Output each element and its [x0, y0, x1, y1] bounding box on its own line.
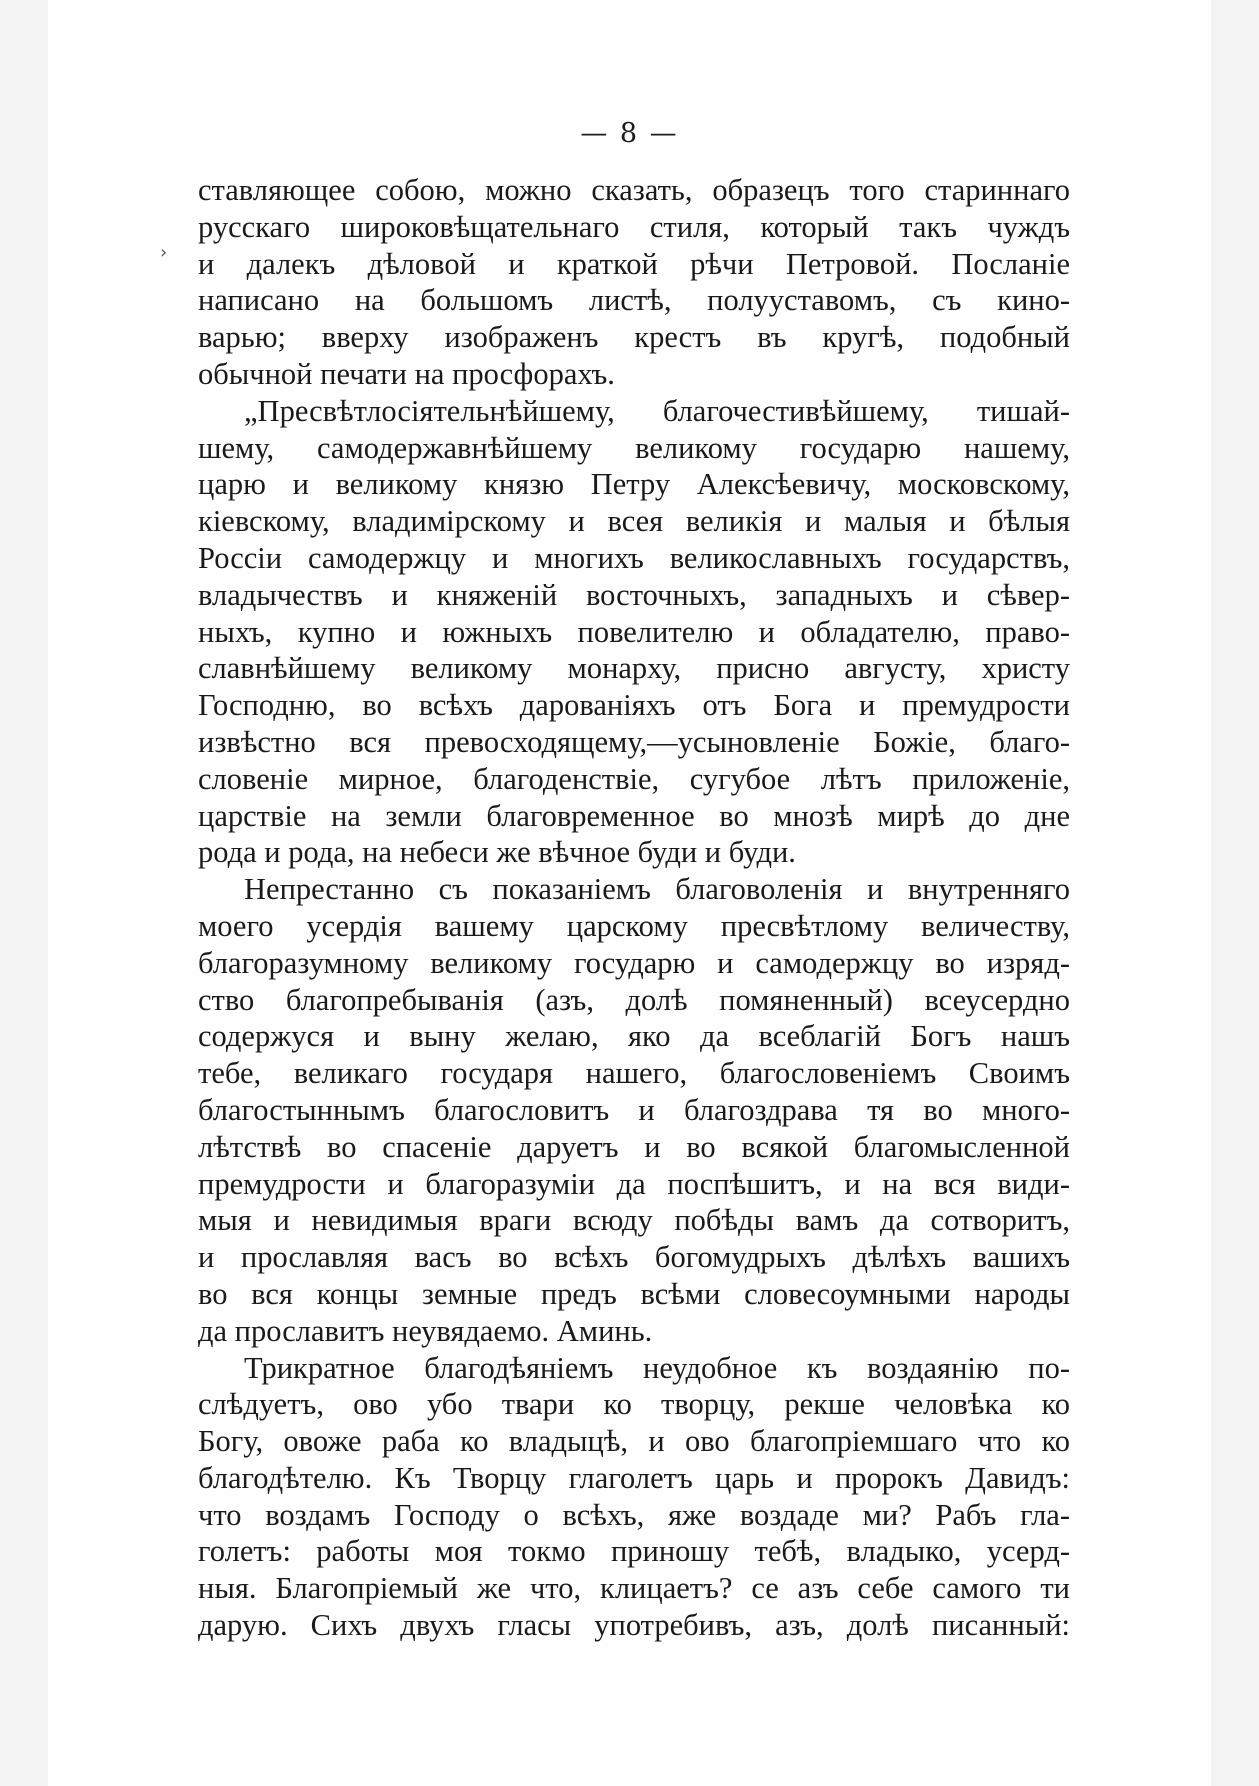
page-number: — 8 —	[580, 118, 679, 149]
margin-mark: ›	[160, 242, 168, 263]
text-line: кіевскому, владимірскому и всея великія и малыя и бѣлыя	[198, 504, 1070, 539]
text-line: дарую. Сихъ двухъ гласы употребивъ, азъ, долѣ писанный:	[198, 1608, 1070, 1643]
text-line: благостыннымъ благословитъ и благоздрава тя во много-	[198, 1092, 1070, 1127]
text-line: варью; вверху изображенъ крестъ въ кругѣ, подобный	[198, 320, 1070, 355]
text-line: шему, самодержавнѣйшему великому государю нашему,	[198, 430, 1070, 465]
text-line: Непрестанно съ показаніемъ благоволенія и внутренняго	[244, 872, 1070, 907]
text-line: Богу, овоже раба ко владыцѣ, и ово благопріемшаго что ко	[198, 1424, 1070, 1459]
text-line: во вся концы земные предъ всѣми словесоумными народы	[198, 1276, 1070, 1311]
text-line: да прославитъ неувядаемо. Аминь.	[198, 1313, 653, 1348]
text-line: обычной печати на просфорахъ.	[198, 356, 615, 391]
text-line: благодѣтелю. Къ Творцу глаголетъ царь и пророкъ Давидъ:	[198, 1460, 1070, 1495]
text-line: премудрости и благоразуміи да поспѣшитъ, и на вся види-	[198, 1166, 1070, 1201]
text-line: царствіе на земли благовременное во мнозѣ мирѣ до дне	[198, 798, 1070, 833]
text-line: словеніе мирное, благоденствіе, сугубое лѣтъ приложеніе,	[198, 761, 1070, 796]
text-line: ство благопребыванія (азъ, долѣ помяненный) всеусердно	[198, 982, 1070, 1017]
paragraph-1	[198, 172, 1070, 393]
text-line: Господню, во всѣхъ дарованіяхъ отъ Бога и премудрости	[198, 688, 1070, 723]
text-line: владычествъ и княженій восточныхъ, западныхъ и сѣвер-	[198, 577, 1070, 612]
paragraph-4	[198, 1350, 1070, 1644]
text-line: рода и рода, на небеси же вѣчное буди и буди.	[198, 835, 796, 870]
scan-edge-right	[1211, 0, 1259, 1786]
text-line: русскаго широковѣщательнаго стиля, который такъ чуждъ	[198, 209, 1070, 244]
text-line: лѣтствѣ во спасеніе даруетъ и во всякой благомысленной	[198, 1129, 1070, 1164]
paragraph-3	[198, 871, 1070, 1349]
text-line: и прославляя васъ во всѣхъ богомудрыхъ дѣлѣхъ вашихъ	[198, 1240, 1070, 1275]
text-line: тебе, великаго государя нашего, благословеніемъ Своимъ	[198, 1056, 1070, 1091]
text-line: моего усердія вашему царскому пресвѣтлому величеству,	[198, 908, 1070, 943]
paragraph-2	[198, 393, 1070, 871]
text-line: царю и великому князю Петру Алексѣевичу, московскому,	[198, 467, 1070, 502]
text-line: ныя. Благопріемый же что, клицаетъ? се азъ себе самого ти	[198, 1571, 1070, 1606]
text-line: Россіи самодержцу и многихъ великославныхъ государствъ,	[198, 540, 1070, 575]
text-line: извѣстно вся превосходящему,—усыновленіе Божіе, благо-	[198, 724, 1070, 759]
text-line: слѣдуетъ, ово убо твари ко творцу, рекше человѣка ко	[198, 1387, 1070, 1422]
text-line: „Пресвѣтлосіятельнѣйшему, благочестивѣйшему, тишай-	[244, 393, 1070, 428]
text-line: Трикратное благодѣяніемъ неудобное къ воздаянію по-	[244, 1350, 1070, 1385]
scan-edge-left	[0, 0, 48, 1786]
text-line: ставляющее собою, можно сказать, образецъ того стариннаго	[198, 173, 1070, 207]
text-line: славнѣйшему великому монарху, присно августу, христу	[198, 651, 1070, 686]
text-line: мыя и невидимыя враги всюду побѣды вамъ да сотворитъ,	[198, 1203, 1070, 1238]
text-line: благоразумному великому государю и самодержцу во изряд-	[198, 945, 1070, 980]
text-line: ныхъ, купно и южныхъ повелителю и обладателю, право-	[198, 614, 1070, 649]
text-line: и далекъ дѣловой и краткой рѣчи Петровой. Посланіе	[198, 246, 1070, 281]
text-line: что воздамъ Господу о всѣхъ, яже воздаде ми? Рабъ гла-	[198, 1497, 1070, 1532]
text-line: содержуся и выну желаю, яко да всеблагій Богъ нашъ	[198, 1019, 1070, 1054]
text-line: написано на большомъ листѣ, полууставомъ, съ кино-	[198, 283, 1070, 318]
text-line: голетъ: работы моя токмо приношу тебѣ, владыко, усерд-	[198, 1534, 1070, 1569]
body-text	[198, 172, 1070, 1644]
